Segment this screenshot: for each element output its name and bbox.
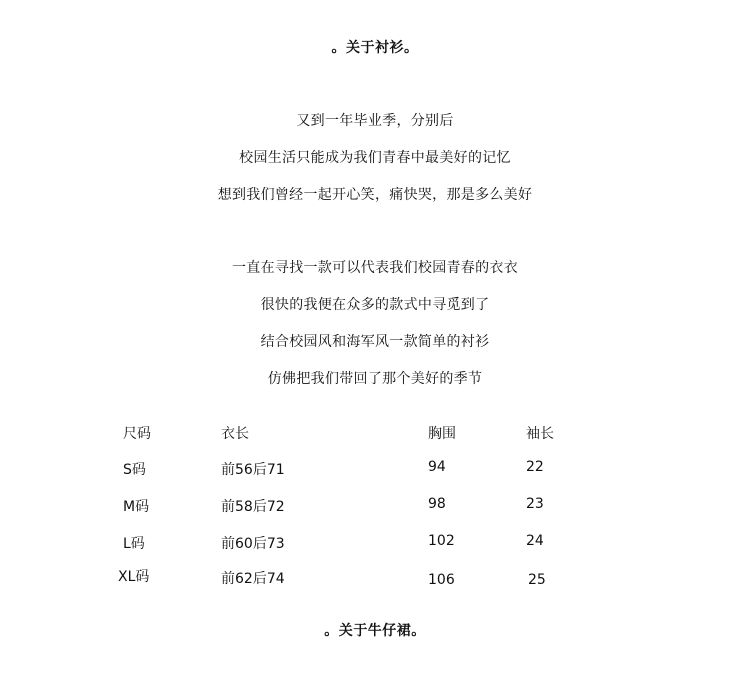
table-header-length: 衣长 [221,426,249,442]
table-cell: 22 [526,459,544,475]
table-cell: 前56后71 [221,462,285,478]
text-line: 想到我们曾经一起开心笑，痛快哭，那是多么美好 [217,187,533,203]
table-cell: 前62后74 [221,571,285,587]
table-cell: 98 [428,496,446,512]
table-cell: 前58后72 [221,499,285,515]
table-cell: 25 [528,572,546,588]
text-line: 一直在寻找一款可以代表我们校园青春的衣衣 [232,260,518,276]
text-line: 很快的我便在众多的款式中寻觅到了 [260,297,490,313]
text-line: 又到一年毕业季，分别后 [296,113,454,129]
text-line: 仿佛把我们带回了那个美好的季节 [267,371,483,387]
table-cell: 94 [428,459,446,475]
table-cell: M码 [123,499,150,515]
table-header-sleeve: 袖长 [526,426,554,442]
table-cell: 102 [428,533,455,549]
table-cell: 106 [428,572,455,588]
heading-jeans: 。关于牛仔裙。 [324,623,426,639]
table-cell: S码 [123,462,146,478]
table-header-bust: 胸围 [428,426,456,442]
heading-shirt: 。关于衬衫。 [331,40,419,56]
table-cell: 前60后73 [221,536,285,552]
text-line: 校园生活只能成为我们青春中最美好的记忆 [239,150,511,166]
table-cell: 23 [526,496,544,512]
table-header-size: 尺码 [123,426,151,442]
table-cell: XL码 [118,569,150,585]
table-cell: L码 [123,536,145,552]
text-line: 结合校园风和海军风一款简单的衬衫 [260,334,490,350]
table-cell: 24 [526,533,544,549]
